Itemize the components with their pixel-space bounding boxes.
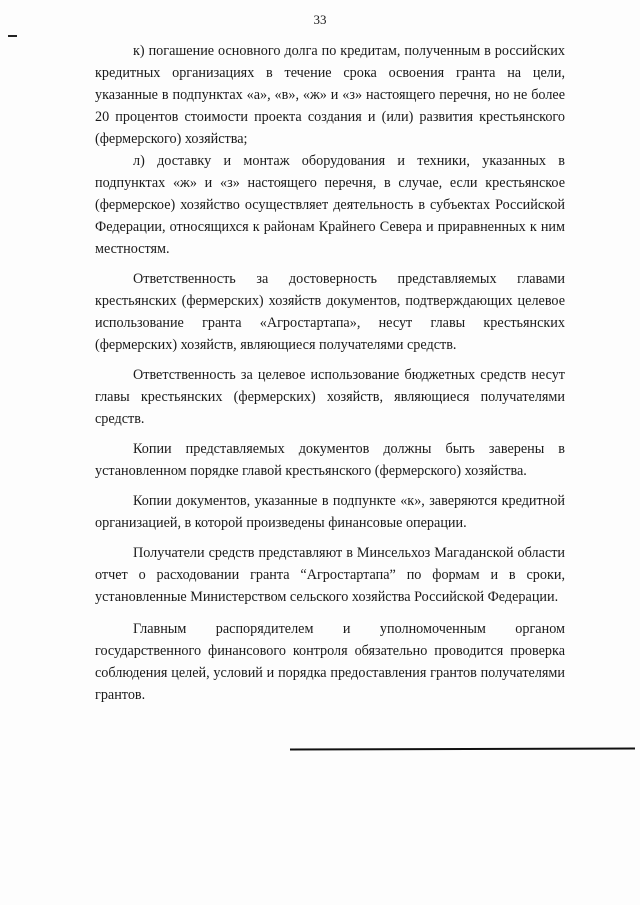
- bottom-rule-line: [290, 748, 635, 751]
- paragraph-responsibility-documents: Ответственность за достоверность представляемых главами крестьянских (фермерских) хозяйств документов, подтверждающих целевое использование гранта «Агростартапа», несут главы крестьянских (фермерских) хозяйств, являющиеся получателями средств.: [95, 271, 565, 353]
- paragraph-responsibility-budget: Ответственность за целевое использование бюджетных средств несут главы крестьянских (фермерских) хозяйств, являющиеся получателями средств.: [95, 367, 565, 427]
- document-body: [95, 40, 565, 706]
- paragraph-item-k: к) погашение основного долга по кредитам, полученным в российских кредитных организациях в течение срока освоения гранта на цели, указанные в подпунктах «а», «в», «ж» и «з» настоящего перечня, но не более 20 процентов стоимости проекта создания и (или) развития крестьянского (фермерского) хозяйства;: [95, 43, 565, 147]
- paragraph-item-l: л) доставку и монтаж оборудования и техники, указанных в подпунктах «ж» и «з» настоящего перечня, в случае, если крестьянское (фермерское) хозяйство осуществляет деятельность в субъектах Российской Федерации, относящихся к районам Крайнего Севера и приравненных к ним местностям.: [95, 153, 565, 257]
- paragraph-copies-certified: Копии представляемых документов должны быть заверены в установленном порядке главой крестьянского (фермерского) хозяйства.: [95, 441, 565, 479]
- paragraph-report: Получатели средств представляют в Минсельхоз Магаданской области отчет о расходовании гранта “Агростартапа” по формам и в сроки, установленные Министерством сельского хозяйства Российской Федерации.: [95, 545, 565, 605]
- margin-dash-mark: [8, 35, 17, 37]
- paragraph-copies-credit: Копии документов, указанные в подпункте «к», заверяются кредитной организацией, в которой произведены финансовые операции.: [95, 493, 565, 531]
- paragraph-control: Главным распорядителем и уполномоченным органом государственного финансового контроля обязательно проводится проверка соблюдения целей, условий и порядка предоставления грантов получателями грантов.: [95, 621, 565, 703]
- page-number: 33: [313, 12, 327, 27]
